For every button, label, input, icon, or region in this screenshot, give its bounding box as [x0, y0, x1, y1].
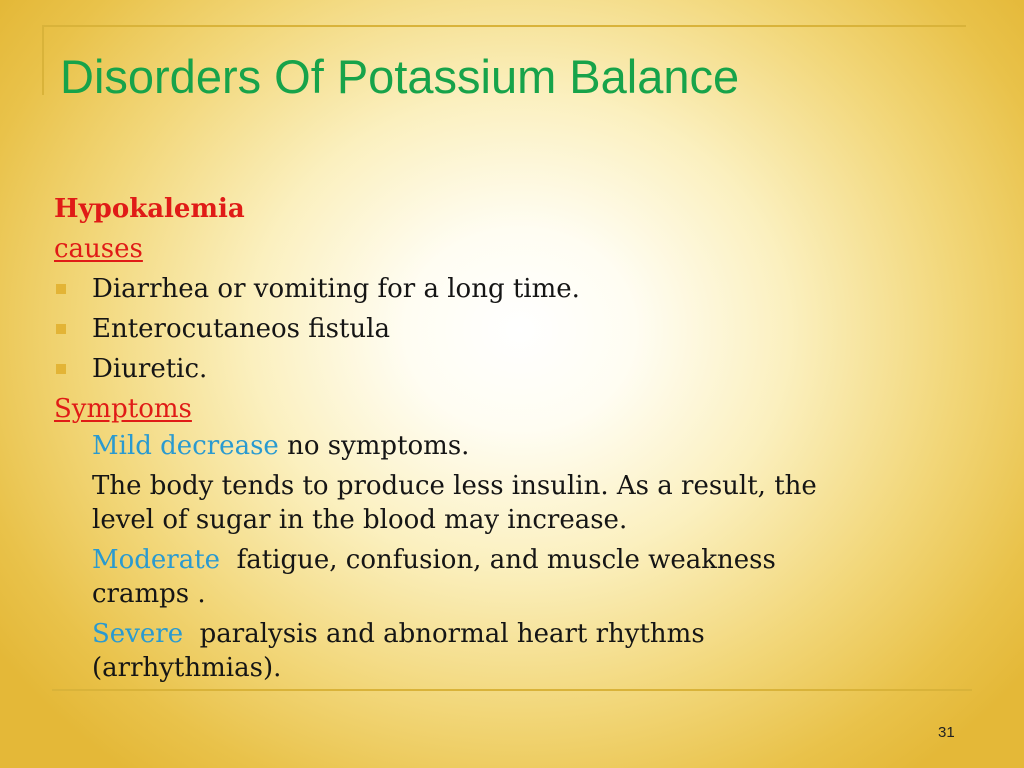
cause-item	[54, 349, 974, 389]
slide-body	[54, 189, 974, 691]
symptom-text-line: paralysis and abnormal heart rhythms	[183, 619, 705, 649]
symptom-mild	[54, 429, 974, 463]
symptom-text-line: cramps .	[92, 579, 206, 609]
symptoms-label: Symptoms	[54, 394, 192, 424]
symptom-text-line: level of sugar in the blood may increase.	[92, 505, 628, 535]
square-bullet-icon	[56, 324, 66, 334]
severity-label: Mild decrease	[92, 431, 279, 461]
symptom-insulin	[54, 469, 974, 537]
cause-text: Enterocutaneos fistula	[92, 314, 390, 344]
slide-number: 31	[938, 724, 955, 741]
symptom-text-line: (arrhythmias).	[92, 653, 282, 683]
square-bullet-icon	[56, 364, 66, 374]
section-heading: Hypokalemia	[54, 194, 245, 224]
cause-item	[54, 309, 974, 349]
cause-item	[54, 269, 974, 309]
slide-title: Disorders Of Potassium Balance	[60, 50, 740, 103]
symptom-text-line: The body tends to produce less insulin. As a result, the	[92, 471, 817, 501]
frame-left-line	[42, 25, 44, 95]
severity-label: Severe	[92, 619, 184, 649]
severity-label: Moderate	[92, 545, 221, 575]
cause-text: Diarrhea or vomiting for a long time.	[92, 274, 580, 304]
square-bullet-icon	[56, 284, 66, 294]
frame-bottom-line	[52, 689, 972, 691]
symptom-text-line: fatigue, confusion, and muscle weakness	[220, 545, 776, 575]
cause-text: Diuretic.	[92, 354, 208, 384]
symptom-text: no symptoms.	[278, 431, 470, 461]
frame-top-line	[42, 25, 966, 27]
causes-label: causes	[54, 234, 143, 264]
symptom-moderate	[54, 543, 974, 611]
symptom-severe	[54, 617, 974, 685]
